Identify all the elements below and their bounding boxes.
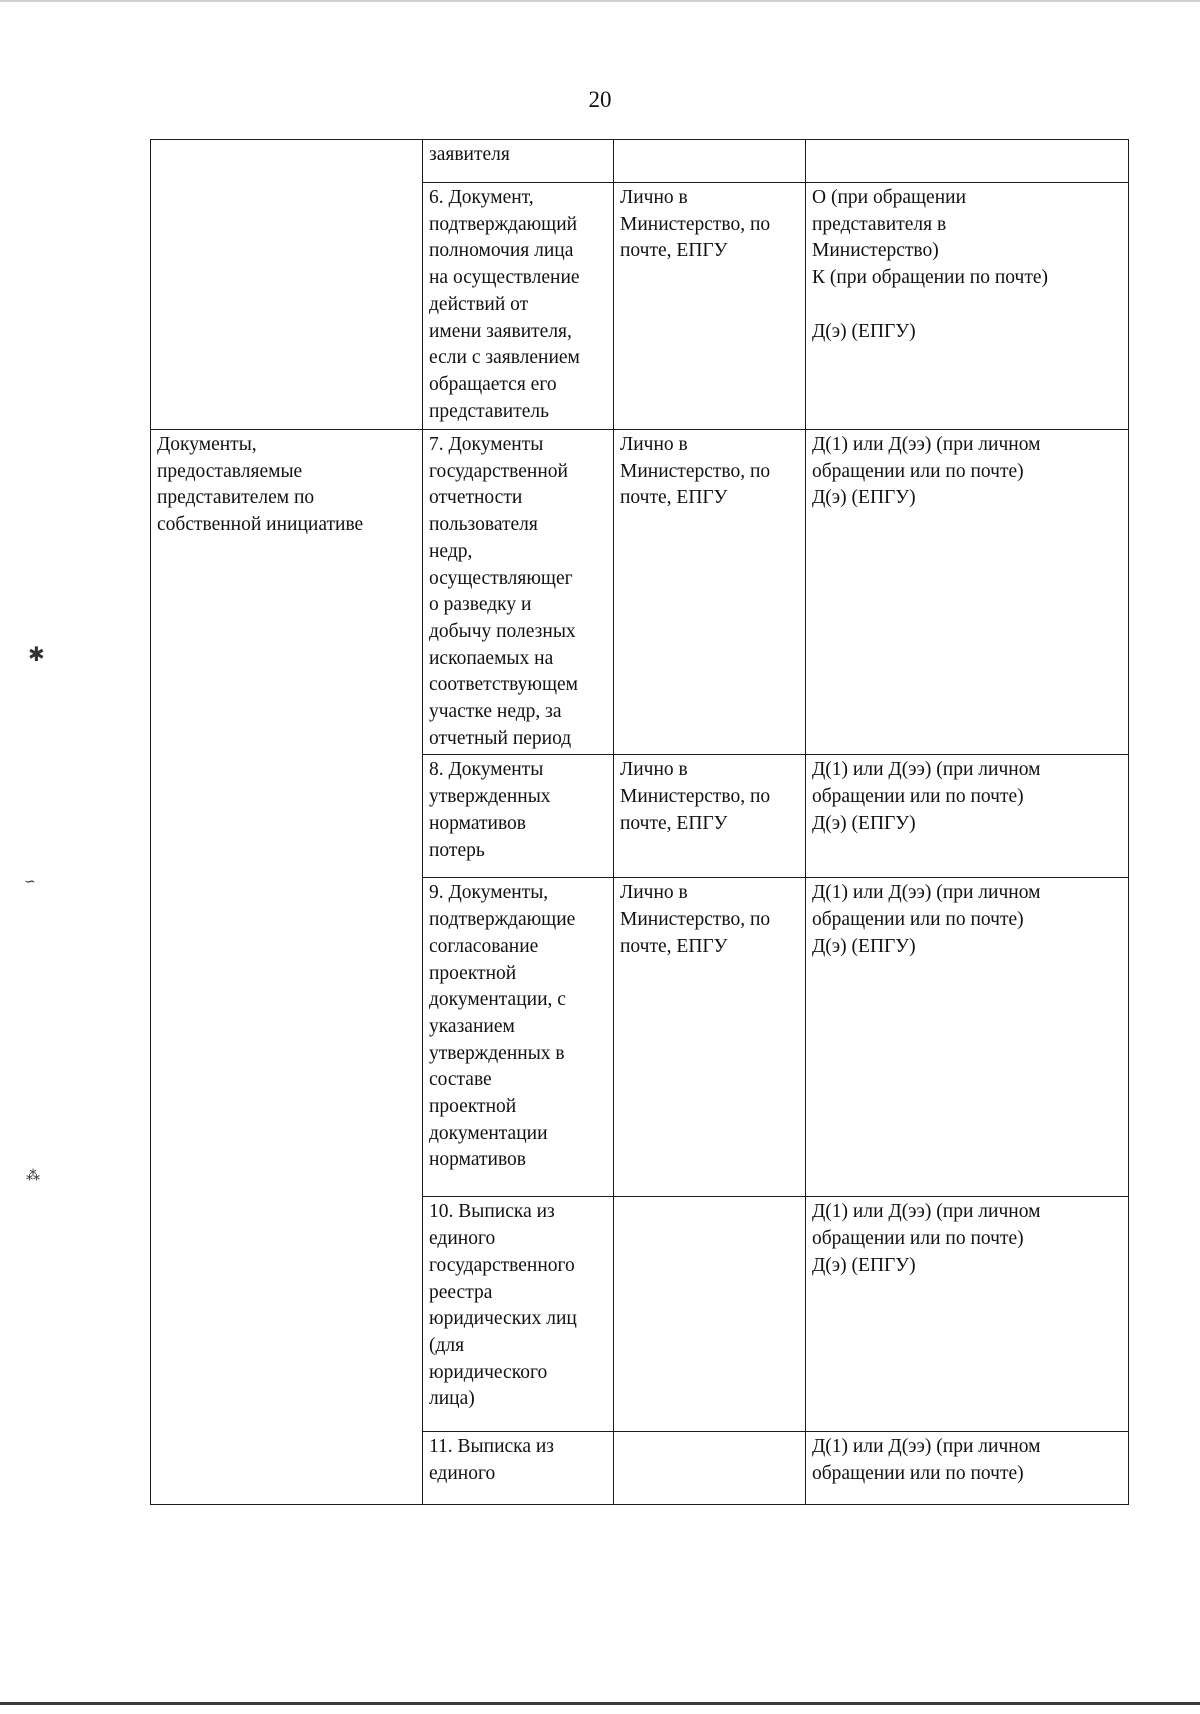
scan-edge-bottom [0, 1702, 1200, 1705]
document-cell: 8. Документы утвержденных нормативов потерь [423, 755, 614, 878]
table-row [151, 140, 1129, 183]
scan-speck: ⁂ [26, 1169, 40, 1184]
category-cell: Документы, предоставляемые представителем по собственной инициативе [151, 430, 423, 1505]
scan-edge-top [0, 0, 1200, 2]
document-cell: 9. Документы, подтверждающие согласование проектной документации, с указанием утвержденных в составе проектной документации нормативов [423, 878, 614, 1197]
document-form-cell [806, 140, 1129, 183]
document-cell: 7. Документы государственной отчетности пользователя недр, осуществляющег о разведку и добычу полезных ископаемых на соответствующем участке недр, за отчетный период [423, 430, 614, 755]
document-cell: 11. Выписка из единого [423, 1432, 614, 1505]
category-cell [151, 140, 423, 430]
document-form-cell: Д(1) или Д(ээ) (при личном обращении или по почте) Д(э) (ЕПГУ) [806, 1197, 1129, 1432]
document-form-cell: Д(1) или Д(ээ) (при личном обращении или по почте) Д(э) (ЕПГУ) [806, 878, 1129, 1197]
document-cell: заявителя [423, 140, 614, 183]
submission-method-cell: Лично в Министерство, по почте, ЕПГУ [614, 755, 806, 878]
page-number: 20 [588, 87, 612, 112]
document-cell: 10. Выписка из единого государственного реестра юридических лиц (для юридического лица) [423, 1197, 614, 1432]
document-form-cell: Д(1) или Д(ээ) (при личном обращении или по почте) [806, 1432, 1129, 1505]
document-form-cell: Д(1) или Д(ээ) (при личном обращении или по почте) Д(э) (ЕПГУ) [806, 430, 1129, 755]
submission-method-cell: Лично в Министерство, по почте, ЕПГУ [614, 878, 806, 1197]
document-form-cell: Д(1) или Д(ээ) (при личном обращении или по почте) Д(э) (ЕПГУ) [806, 755, 1129, 878]
scan-speck: ✱ [28, 644, 45, 666]
submission-method-cell [614, 1432, 806, 1505]
submission-method-cell [614, 140, 806, 183]
documents-table [150, 139, 1129, 1505]
document-form-cell: О (при обращении представителя в Министерство) К (при обращении по почте) Д(э) (ЕПГУ) [806, 183, 1129, 430]
submission-method-cell [614, 1197, 806, 1432]
submission-method-cell: Лично в Министерство, по почте, ЕПГУ [614, 183, 806, 430]
document-cell: 6. Документ, подтверждающий полномочия лица на осуществление действий от имени заявителя, если с заявлением обращается его представитель [423, 183, 614, 430]
submission-method-cell: Лично в Министерство, по почте, ЕПГУ [614, 430, 806, 755]
table-row [151, 430, 1129, 755]
scan-speck: ∽ [24, 875, 36, 890]
